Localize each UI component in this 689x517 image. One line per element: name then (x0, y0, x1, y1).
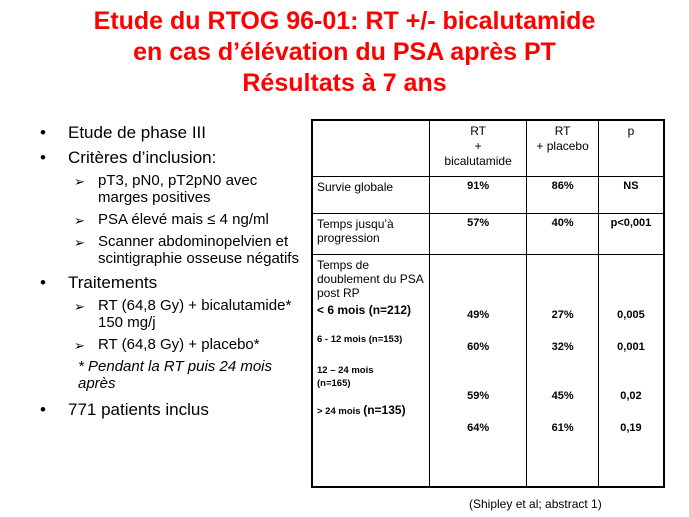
header-p (598, 120, 664, 177)
p-value-text: 0,005 (617, 308, 645, 321)
header-text: bicalutamide (444, 154, 512, 168)
value-cell (527, 254, 599, 487)
value-text: 45% (551, 389, 574, 402)
sub-bullet-item (38, 297, 308, 331)
value-cell: 91% (429, 177, 527, 214)
subgroup-label: < 6 mois (n=212) (317, 302, 412, 317)
value-text: 27% (551, 308, 574, 321)
value-text: 61% (551, 421, 574, 434)
bullet-item: • Traitements (38, 272, 308, 293)
header-text: + (474, 139, 482, 153)
arrow-bullet-icon: ➢ (74, 299, 85, 314)
treatment-note: * Pendant la RT puis 24 mois après (78, 358, 272, 392)
results-table (311, 119, 665, 488)
sub-bullet-item (38, 233, 308, 267)
subgroup-n: (n=153) (368, 333, 403, 345)
sub-bullet-item (38, 336, 308, 353)
row-label: Temps jusqu’à progression (312, 214, 429, 254)
arrow-bullet-icon: ➢ (74, 213, 85, 228)
value-cell (429, 254, 527, 487)
sub-bullet-text: Scanner abdominopelvien et scintigraphie osseuse négatifs (98, 233, 299, 267)
sub-bullet-text: RT (64,8 Gy) + placebo* (98, 336, 260, 353)
header-text: RT (470, 124, 486, 138)
p-value-cell: NS (598, 177, 664, 214)
sub-bullet-item (38, 172, 308, 206)
row-label-main: Temps de doublement du PSA post RP (317, 257, 424, 300)
p-value-cell: p<0,001 (598, 214, 664, 254)
subgroup-text: > 24 mois (317, 405, 364, 417)
header-empty-cell (312, 120, 429, 177)
arrow-bullet-icon: ➢ (74, 338, 85, 353)
p-value-cell (598, 254, 664, 487)
bullet-list (38, 122, 308, 424)
subgroup-text: 6 - 12 mois (317, 333, 369, 345)
value-cell: 86% (527, 177, 599, 214)
p-value-text: 0,02 (620, 389, 642, 402)
header-text: RT (554, 124, 571, 138)
row-label: Survie globale (312, 177, 429, 214)
citation: (Shipley et al; abstract 1) (469, 497, 602, 511)
value-cell: 40% (527, 214, 599, 254)
header-rt-placebo (527, 120, 599, 177)
subgroup-label: 12 – 24 mois (n=165) (317, 364, 374, 389)
value-text: 60% (467, 340, 490, 353)
table-row (312, 214, 664, 254)
header-text: + placebo (536, 139, 589, 153)
bullet-item: • Etude de phase III (38, 122, 308, 143)
table-row (312, 254, 664, 487)
header-text: p (627, 124, 635, 138)
value-text: 32% (551, 340, 574, 353)
subgroup-label (317, 404, 425, 418)
title-line-3: Résultats à 7 ans (242, 69, 447, 97)
bullet-item: • Critères d’inclusion: (38, 147, 308, 168)
sub-bullet-text: pT3, pN0, pT2pN0 avec marges positives (98, 172, 258, 206)
value-text: 49% (467, 308, 490, 321)
row-label (312, 254, 429, 487)
p-value-text: 0,001 (617, 340, 645, 353)
title-line-1: Etude du RTOG 96-01: RT +/- bicalutamide (93, 7, 596, 35)
subgroup-label (317, 333, 425, 346)
table-header-row (312, 120, 664, 177)
arrow-bullet-icon: ➢ (74, 174, 85, 189)
sub-bullet-text: RT (64,8 Gy) + bicalutamide* 150 mg/j (98, 297, 292, 331)
p-value-text: 0,19 (620, 421, 642, 434)
slide-title (0, 6, 689, 99)
table-row (312, 177, 664, 214)
sub-bullet-item (38, 211, 308, 228)
title-line-2: en cas d’élévation du PSA après PT (133, 38, 556, 66)
value-text: 59% (467, 389, 490, 402)
bullet-item: • 771 patients inclus (38, 399, 308, 420)
header-rt-bicalutamide (429, 120, 527, 177)
value-cell: 57% (429, 214, 527, 254)
arrow-bullet-icon: ➢ (74, 235, 85, 250)
value-text: 64% (467, 421, 490, 434)
subgroup-n: (n=135) (363, 402, 406, 417)
sub-bullet-text: PSA élevé mais ≤ 4 ng/ml (98, 211, 269, 228)
